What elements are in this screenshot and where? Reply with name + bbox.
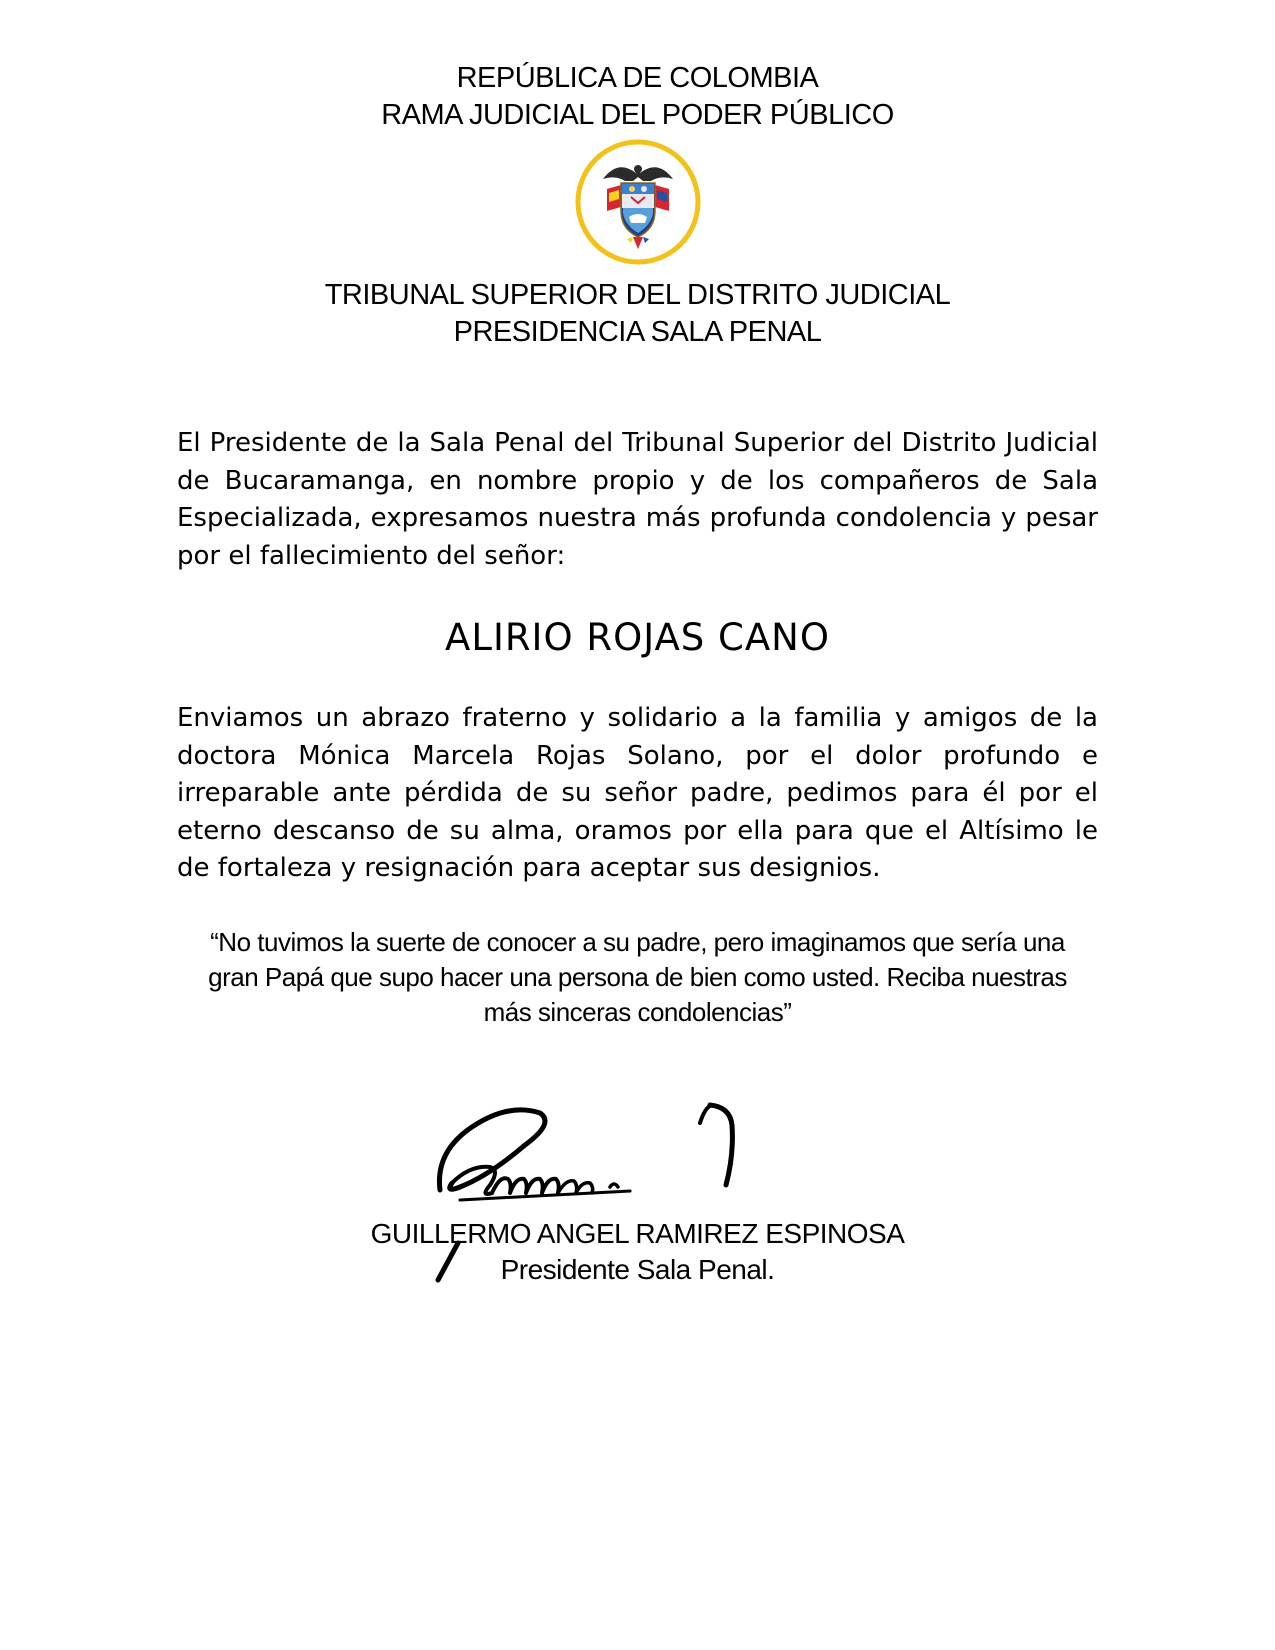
header-court: TRIBUNAL SUPERIOR DEL DISTRITO JUDICIAL bbox=[324, 279, 951, 311]
header-chamber: PRESIDENCIA SALA PENAL bbox=[453, 316, 822, 348]
colombia-coat-of-arms-icon bbox=[573, 137, 703, 267]
signer-name: GUILLERMO ANGEL RAMIREZ ESPINOSA bbox=[370, 1218, 905, 1249]
header-bottom bbox=[0, 277, 1275, 351]
signer-role: Presidente Sala Penal. bbox=[500, 1254, 775, 1285]
header-branch: RAMA JUDICIAL DEL PODER PÚBLICO bbox=[381, 99, 894, 131]
header-country: REPÚBLICA DE COLOMBIA bbox=[456, 62, 819, 94]
header-top bbox=[0, 60, 1275, 134]
condolence-paragraph-1: El Presidente de la Sala Penal del Tribunal Superior del Distrito Judicial de Bucaramanga, en nombre propio y de los compañeros de Sala Especializada, expresamos nuestra más profunda condolencia y pesar por el fallecimiento del señor: bbox=[177, 428, 1098, 571]
deceased-name: ALIRIO ROJAS CANO bbox=[445, 616, 830, 659]
condolence-quote: “No tuvimos la suerte de conocer a su padre, pero imaginamos que sería una gran Papá que supo hacer una persona de bien como usted. Reciba nuestras más sinceras condolencias” bbox=[208, 927, 1067, 1027]
condolence-paragraph-2: Enviamos un abrazo fraterno y solidario a la familia y amigos de la doctora Mónica Marcela Rojas Solano, por el dolor profundo e irreparable ante pérdida de su señor padre, pedimos para él por el eterno descanso de su alma, oramos por ella para que el Altísimo le de fortaleza y resignación para aceptar sus designios. bbox=[177, 703, 1098, 883]
